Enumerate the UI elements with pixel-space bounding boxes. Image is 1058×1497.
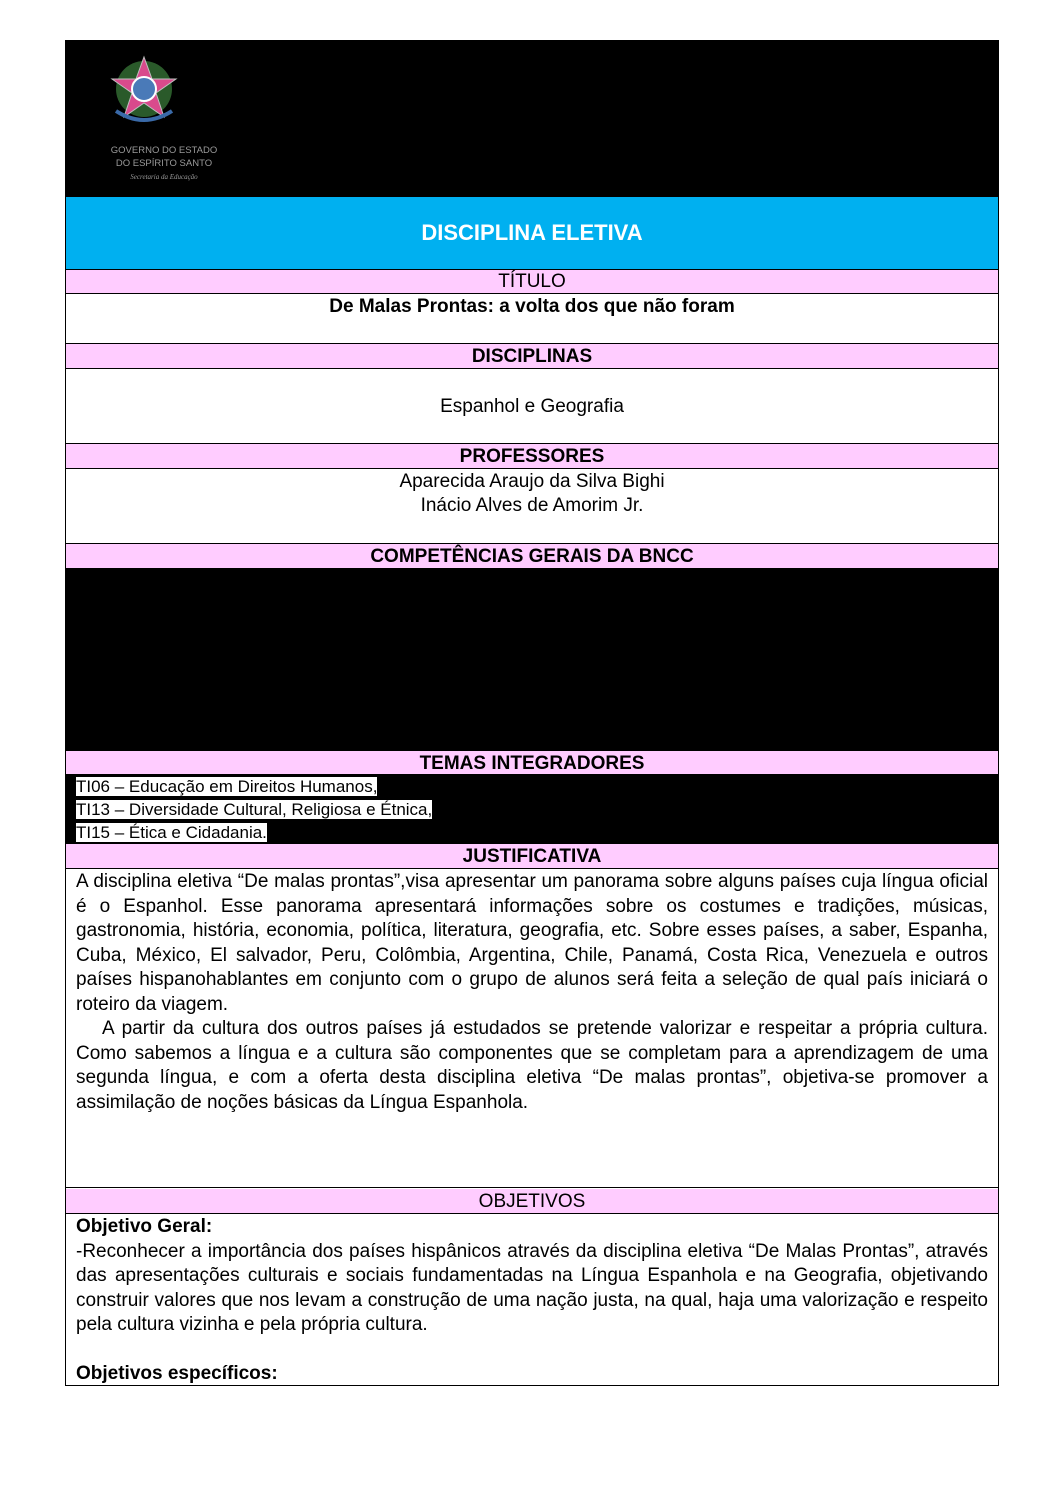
professores-label: PROFESSORES (459, 446, 605, 467)
justificativa-paragraph-1: A disciplina eletiva “De malas prontas”,visa apresentar um panorama sobre alguns países cuja língua oficial é o Espanhol. Esse panorama apresentará informações sobre os costumes e tradições, músicas, gastronomia, história, economia, política, literatura, geografia, etc. Sobre esses países, a saber, Espanha, Cuba, México, El salvador, Peru, Colômbia, Argentina, Chile, Panamá, Costa Rica, Venezuela e outros países hispanohablantes em conjunto com o grupo de alunos será feita a seleção de qual país iniciará o roteiro da viagem. (76, 871, 988, 1015)
tema-item: TI06 – Educação em Direitos Humanos, (66, 775, 998, 798)
professor-name: Aparecida Araujo da Silva Bighi (399, 471, 665, 492)
competencias-redacted (66, 569, 998, 750)
objetivos-header (66, 1189, 998, 1214)
banner-title: DISCIPLINA ELETIVA (421, 220, 643, 245)
professor-name: Inácio Alves de Amorim Jr. (420, 495, 644, 516)
competencias-label: COMPETÊNCIAS GERAIS DA BNCC (370, 546, 694, 567)
justificativa-label: JUSTIFICATIVA (462, 846, 602, 867)
disciplinas-value: Espanhol e Geografia (440, 396, 624, 417)
seal-line-3: Secretaria da Educação (130, 173, 198, 181)
competencias-header (66, 544, 998, 569)
state-seal-logo (94, 49, 254, 184)
seal-line-1: GOVERNO DO ESTADO (110, 145, 218, 156)
objetivo-geral-label: Objetivo Geral: (76, 1216, 213, 1237)
tema-item: TI15 – Ética e Cidadania. (66, 821, 998, 844)
seal-line-2: DO ESPÍRITO SANTO (115, 158, 213, 169)
banner (66, 196, 998, 270)
disciplinas-value-cell (66, 369, 998, 444)
header (66, 41, 998, 196)
titulo-label: TÍTULO (498, 271, 566, 292)
temas-label: TEMAS INTEGRADORES (419, 753, 645, 774)
objetivos-especificos-label: Objetivos específicos: (76, 1362, 278, 1384)
titulo-value: De Malas Prontas: a volta dos que não foram (329, 296, 735, 317)
titulo-value-cell (66, 294, 998, 344)
titulo-header (66, 270, 998, 294)
objetivos-cell (66, 1215, 998, 1385)
tema-item: TI13 – Diversidade Cultural, Religiosa e Étnica, (66, 798, 998, 821)
justificativa-cell (66, 870, 998, 1188)
disciplinas-label: DISCIPLINAS (471, 346, 593, 367)
objetivos-label: OBJETIVOS (478, 1191, 586, 1212)
temas-list (66, 775, 998, 844)
objetivo-geral-text: -Reconhecer a importância dos países hispânicos através da disciplina eletiva “De Malas Prontas”, através das apresentações culturais e sociais fundamentadas na Língua Espanhola e na Geografia, objetivando construir valores que nos levam a construção de uma nação justa, na qual, haja uma valorização e respeito pela cultura vizinha e pela própria cultura. (76, 1240, 988, 1335)
professores-header (66, 444, 998, 469)
professores-cell (66, 469, 998, 544)
temas-header (66, 750, 998, 775)
justificativa-header (66, 844, 998, 869)
justificativa-paragraph-2: A partir da cultura dos outros países já estudados se pretende valorizar e respeitar a própria cultura. Como sabemos a língua e a cultura são componentes que se completam para a aprendizagem de uma segunda língua, e com a oferta desta disciplina eletiva “De malas prontas”, objetiva-se promover a assimilação de noções básicas da Língua Espanhola. (76, 1018, 988, 1113)
disciplinas-header (66, 344, 998, 369)
